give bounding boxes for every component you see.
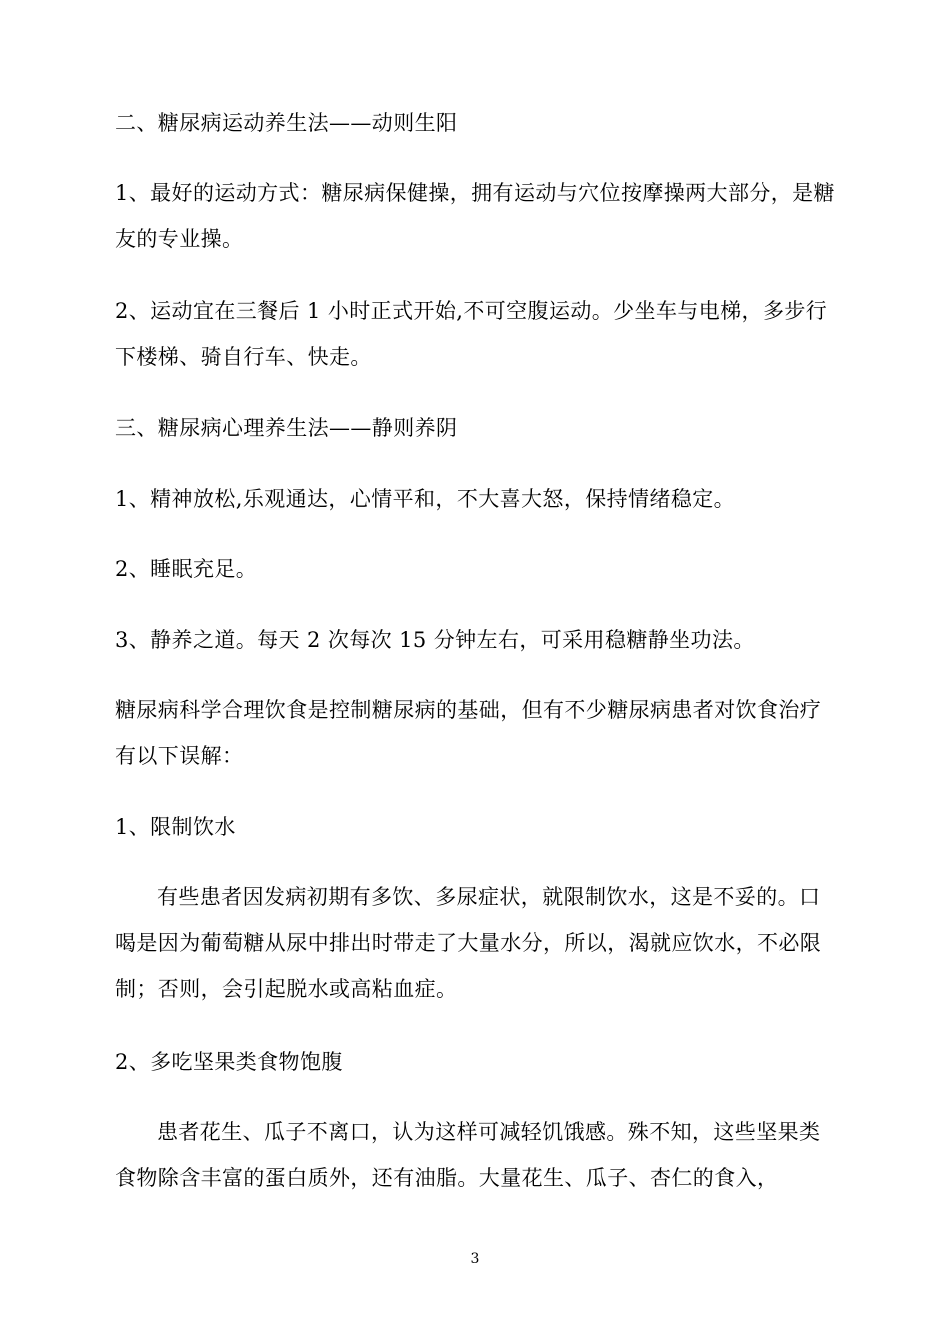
paragraph-nuts: 患者花生、瓜子不离口，认为这样可减轻饥饿感。殊不知，这些坚果类食物除含丰富的蛋白质外，还有油脂。大量花生、瓜子、杏仁的食入， bbox=[115, 1120, 821, 1190]
page-number: 3 bbox=[470, 1251, 480, 1267]
paragraph-psychology-2: 2、睡眠充足。 bbox=[115, 557, 258, 581]
paragraph-psychology-1: 1、精神放松,乐观通达，心情平和，不大喜大怒，保持情绪稳定。 bbox=[115, 487, 736, 511]
paragraph-exercise-1: 1、最好的运动方式：糖尿病保健操，拥有运动与穴位按摩操两大部分，是糖友的专业操。 bbox=[115, 181, 835, 251]
paragraph-exercise-2: 2、运动宜在三餐后 1 小时正式开始,不可空腹运动。少坐车与电梯，多步行下楼梯、骑自行车、快走。 bbox=[115, 299, 828, 369]
subheading-nuts: 2、多吃坚果类食物饱腹 bbox=[115, 1050, 343, 1074]
paragraph-limit-water: 有些患者因发病初期有多饮、多尿症状，就限制饮水，这是不妥的。口喝是因为葡萄糖从尿中排出时带走了大量水分，所以，渴就应饮水，不必限制；否则，会引起脱水或高粘血症。 bbox=[115, 885, 822, 1001]
paragraph-psychology-3: 3、静养之道。每天 2 次每次 15 分钟左右，可采用稳糖静坐功法。 bbox=[115, 628, 755, 652]
subheading-limit-water: 1、限制饮水 bbox=[115, 815, 236, 839]
section-heading-psychology: 三、糖尿病心理养生法——静则养阴 bbox=[115, 416, 458, 440]
paragraph-diet-intro: 糖尿病科学合理饮食是控制糖尿病的基础，但有不少糖尿病患者对饮食治疗有以下误解： bbox=[115, 698, 822, 768]
section-heading-exercise: 二、糖尿病运动养生法——动则生阳 bbox=[115, 111, 458, 135]
